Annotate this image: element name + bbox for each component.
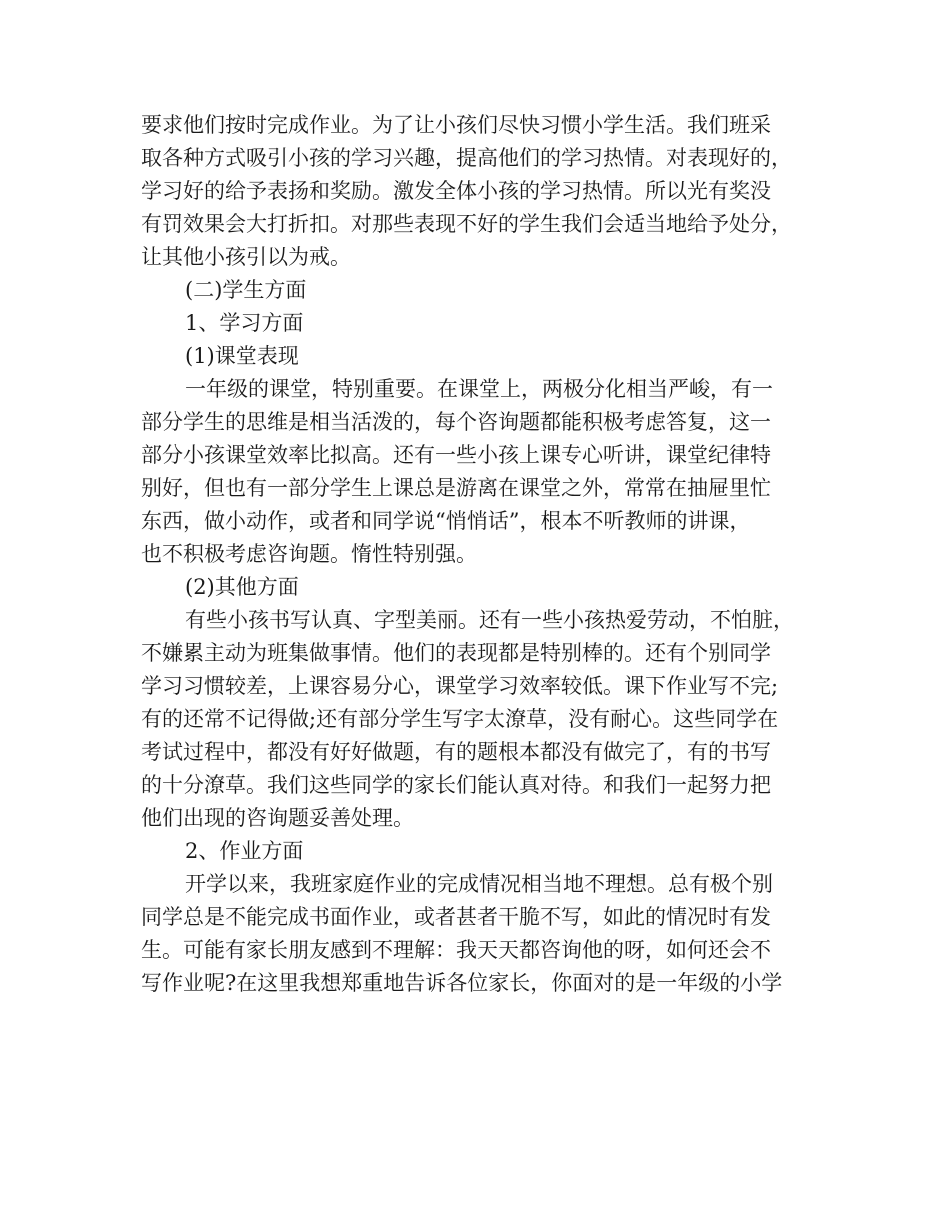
text-line: 学习好的给予表扬和奖励。激发全体小孩的学习热情。所以光有奖没 xyxy=(141,179,771,203)
text-line: 开学以来，我班家庭作业的完成情况相当地不理想。总有极个别 xyxy=(185,872,773,896)
text-line: 不嫌累主动为班集做事情。他们的表现都是特别棒的。还有个别同学 xyxy=(141,641,771,665)
text-line: 部分学生的思维是相当活泼的，每个咨询题都能积极考虑答复，这一 xyxy=(141,410,771,434)
text-line: 学习习惯较差，上课容易分心，课堂学习效率较低。课下作业写不完; xyxy=(141,674,779,698)
text-line: 东西，做小动作，或者和同学说“悄悄话”，根本不听教师的讲课， xyxy=(141,509,751,533)
text-line: 有些小孩书写认真、字型美丽。还有一些小孩热爱劳动，不怕脏， xyxy=(185,608,794,632)
text-line: 有罚效果会大打折扣。对那些表现不好的学生我们会适当地给予处分， xyxy=(141,212,792,236)
text-line: 别好，但也有一部分学生上课总是游离在课堂之外，常常在抽屉里忙 xyxy=(141,476,771,500)
text-line: 考试过程中，都没有好好做题，有的题根本都没有做完了，有的书写 xyxy=(141,740,771,764)
text-line: 让其他小孩引以为戒。 xyxy=(141,245,351,269)
text-line: 写作业呢?在这里我想郑重地告诉各位家长，你面对的是一年级的小学 xyxy=(141,971,783,995)
text-line: 同学总是不能完成书面作业，或者甚者干脆不写，如此的情况时有发 xyxy=(141,905,771,929)
text-line: 一年级的课堂，特别重要。在课堂上，两极分化相当严峻，有一 xyxy=(185,377,773,401)
text-line: 的十分潦草。我们这些同学的家长们能认真对待。和我们一起努力把 xyxy=(141,773,771,797)
text-line: 要求他们按时完成作业。为了让小孩们尽快习惯小学生活。我们班采 xyxy=(141,113,771,137)
text-line: 他们出现的咨询题妥善处理。 xyxy=(141,806,414,830)
subsection-heading: (2)其他方面 xyxy=(185,575,299,599)
section-heading: (二)学生方面 xyxy=(185,278,307,302)
text-line: 部分小孩课堂效率比拟高。还有一些小孩上课专心听讲，课堂纪律特 xyxy=(141,443,771,467)
subsection-heading: 1、学习方面 xyxy=(185,311,304,335)
subsection-heading: (1)课堂表现 xyxy=(185,344,299,368)
text-line: 有的还常不记得做;还有部分学生写字太潦草，没有耐心。这些同学在 xyxy=(141,707,779,731)
text-line: 生。可能有家长朋友感到不理解：我天天都咨询他的呀，如何还会不 xyxy=(141,938,771,962)
text-line: 取各种方式吸引小孩的学习兴趣，提高他们的学习热情。对表现好的， xyxy=(141,146,792,170)
text-line: 也不积极考虑咨询题。惰性特别强。 xyxy=(141,542,477,566)
subsection-heading: 2、作业方面 xyxy=(185,839,304,863)
document-body xyxy=(141,109,821,1000)
